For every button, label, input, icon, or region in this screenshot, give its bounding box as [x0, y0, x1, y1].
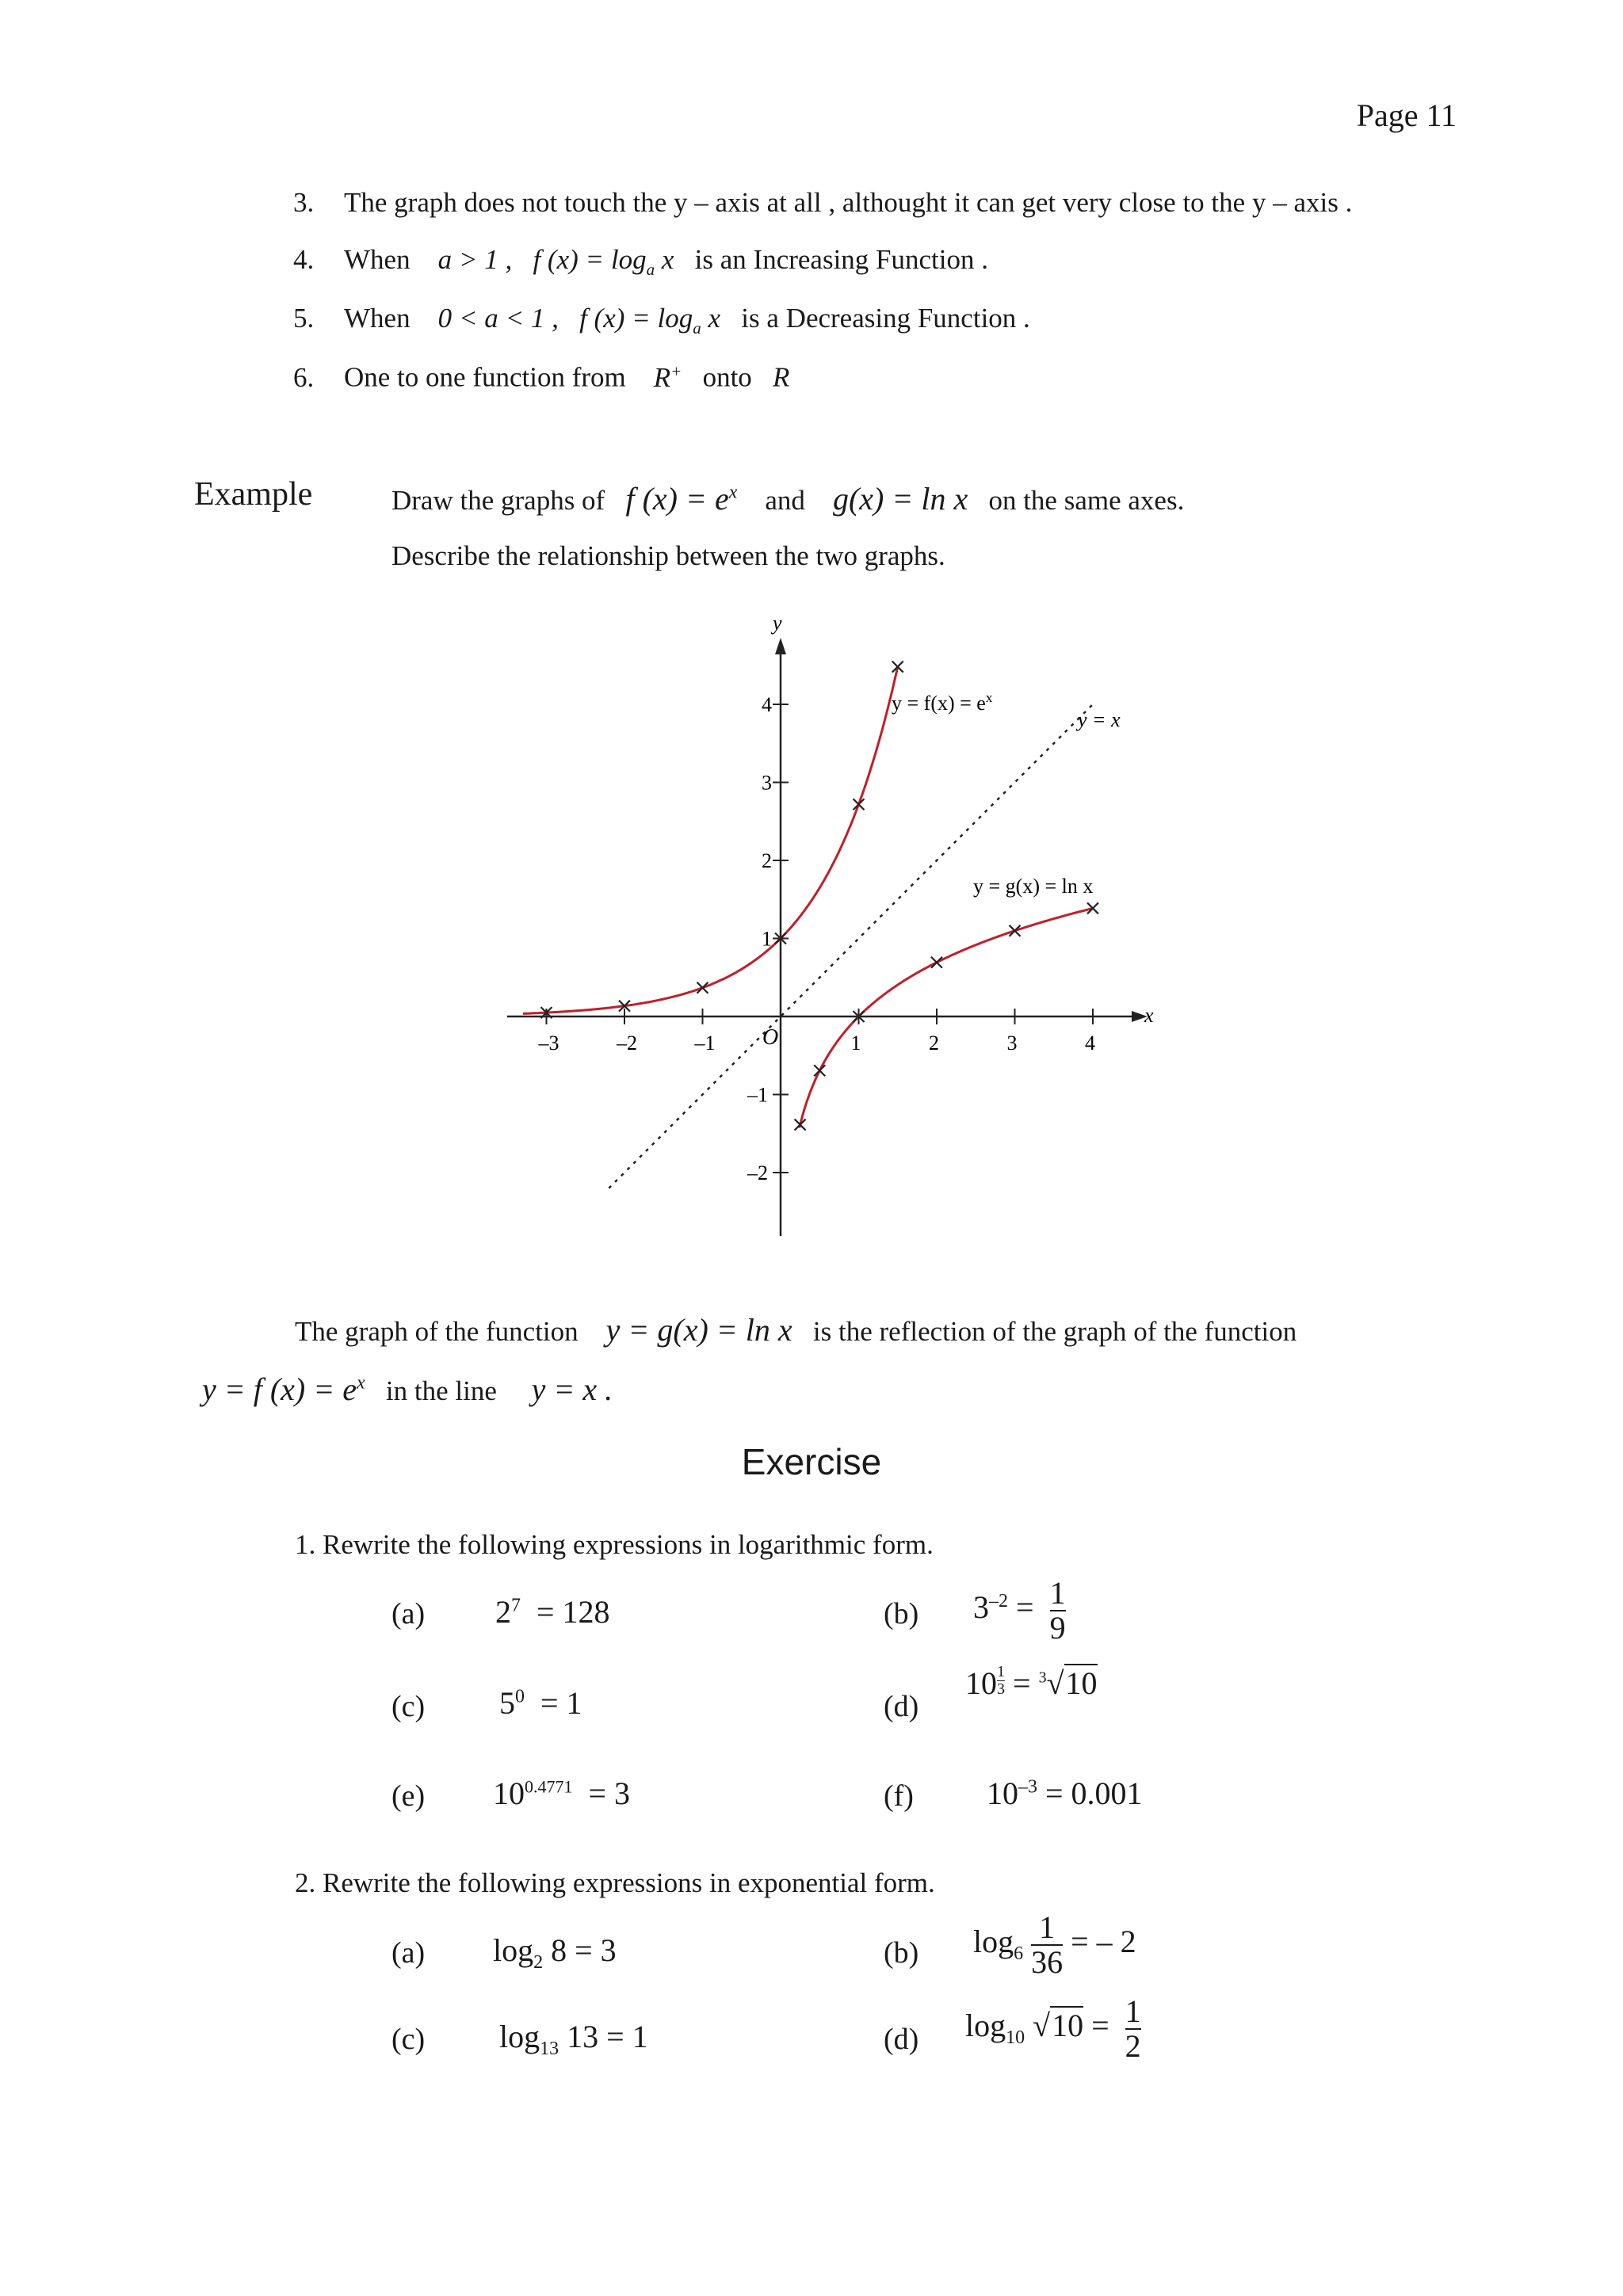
curve-ln	[800, 909, 1093, 1128]
y-tick-label: 2	[762, 849, 772, 872]
label-a: (a)	[391, 1936, 426, 1970]
condition-expr: 0 < a < 1 ,	[437, 303, 559, 334]
item-number: 6.	[293, 361, 315, 393]
q1-expr-e: $10^{0.4771} = 3$	[493, 1775, 631, 1811]
x-tick-label: 3	[1006, 1032, 1018, 1055]
question-2-prompt: 2. Rewrite the following expressions in exponential form.	[295, 1867, 935, 1898]
conclusion-line-1: The graph of the function y = g(x) = ln x is the reflection of the graph of the function	[295, 1312, 1297, 1348]
q2-expr-d: $\log_{10} √10$ = $\frac{1}{2}$	[965, 1993, 1141, 2064]
label-b: (b)	[884, 1936, 919, 1970]
plot-marker	[854, 799, 865, 810]
x-tick-label: –3	[538, 1032, 559, 1055]
domain-set: R+	[653, 361, 682, 393]
line-y-equals-x	[609, 704, 1093, 1188]
x-tick-label: –2	[617, 1032, 637, 1055]
y-tick-label: –2	[747, 1161, 768, 1184]
example-question: Describe the relationship between the two graphs.	[391, 540, 945, 571]
q2-expr-c: $\log_{13} 13 = 1$	[499, 2019, 648, 2059]
label-d: (d)	[884, 1690, 919, 1723]
g-curve-label: y = g(x) = ln x	[973, 875, 1094, 898]
property-text: When	[344, 244, 411, 275]
label-c: (c)	[391, 1690, 426, 1723]
plot-marker	[931, 957, 942, 968]
y-axis-label: y	[773, 618, 782, 635]
q1-expr-d: 10 $\frac{1}{3}$ = $^3$√10	[965, 1663, 1098, 1701]
property-text: One to one function from	[344, 361, 626, 393]
line-expression: y = x .	[531, 1371, 613, 1407]
y-tick-label: 1	[762, 927, 772, 951]
plot-marker	[697, 982, 708, 994]
item-number: 5.	[293, 303, 315, 334]
exercise-title: Exercise	[741, 1441, 882, 1482]
line-label: y = x	[1078, 708, 1121, 731]
x-tick-label: –1	[694, 1032, 716, 1055]
question-1-prompt: 1. Rewrite the following expressions in logarithmic form.	[295, 1529, 934, 1560]
y-tick-label: –1	[747, 1083, 768, 1107]
y-axis-arrow	[775, 638, 786, 654]
label-a: (a)	[391, 1597, 426, 1630]
x-axis-label: x	[1144, 1004, 1154, 1027]
axes	[507, 638, 1148, 1236]
condition-expr: a > 1 ,	[437, 244, 513, 275]
page-number: Page 11	[1356, 97, 1457, 133]
label-f: (f)	[884, 1779, 914, 1813]
g-expression: g(x) = ln x	[832, 481, 968, 517]
property-text: When	[344, 303, 411, 334]
x-tick-label: 4	[1085, 1032, 1095, 1055]
x-tick-label: 2	[929, 1032, 939, 1055]
q1-expr-c: $5^0 = 1$	[499, 1685, 582, 1721]
range-set: R	[773, 361, 790, 393]
label-e: (e)	[391, 1779, 426, 1813]
property-3	[293, 187, 1352, 219]
property-text: onto	[702, 361, 752, 393]
q1-expr-b: $3^{-2}$ = $\frac{1}{9}$	[973, 1575, 1066, 1646]
property-6	[293, 361, 789, 394]
y-tick-label: 4	[762, 693, 772, 716]
property-5	[293, 303, 1030, 338]
x-tick-label: 1	[850, 1032, 861, 1055]
log-function-expr: f $(x) = \log_a x$	[533, 244, 674, 279]
g-expression: y = g(x) = ln x	[605, 1312, 792, 1348]
example-instruction: Draw the graphs of f $(x) = e^x$ and g(x) = ln x on the same axes.	[391, 481, 1185, 517]
log-function-expr: f $(x) = \log_a x$	[579, 303, 721, 338]
f-expression: y = f $(x) = e^x$	[202, 1371, 365, 1407]
label-d: (d)	[884, 2023, 919, 2056]
q1-expr-a: $2^7 = 128$	[495, 1594, 610, 1630]
y-tick-label: 3	[762, 771, 772, 795]
conclusion-line-2: y = f $(x) = e^x$ in the line y = x .	[202, 1371, 613, 1407]
property-text: The graph does not touch the y – axis at all , althought it can get very close to the y – axis .	[344, 187, 1353, 218]
label-b: (b)	[884, 1597, 919, 1630]
exp-log-graph	[491, 618, 1157, 1252]
item-number: 4.	[293, 244, 315, 275]
q2-expr-a: $\log_2 8 = 3$	[493, 1932, 617, 1973]
property-text: is a Decreasing Function .	[741, 303, 1030, 334]
curve-exp	[523, 667, 898, 1014]
label-c: (c)	[391, 2023, 426, 2056]
property-text: is an Increasing Function .	[694, 244, 989, 275]
plot-marker	[814, 1065, 825, 1076]
example-label: Example	[194, 476, 313, 513]
q2-expr-b: $\log_6$ $\frac{1}{36}$ = – 2	[973, 1909, 1136, 1980]
f-expression: f $(x) = e^x$	[625, 481, 738, 517]
plot-marker	[1010, 925, 1021, 936]
q1-expr-f: $10^{-3} = 0.001$	[987, 1775, 1143, 1811]
origin-label: O	[762, 1025, 779, 1050]
f-curve-label: $y = f(x) = e^x$	[892, 690, 993, 715]
property-4	[293, 244, 988, 280]
axis-ticks	[538, 693, 1096, 1184]
item-number: 3.	[293, 187, 315, 218]
